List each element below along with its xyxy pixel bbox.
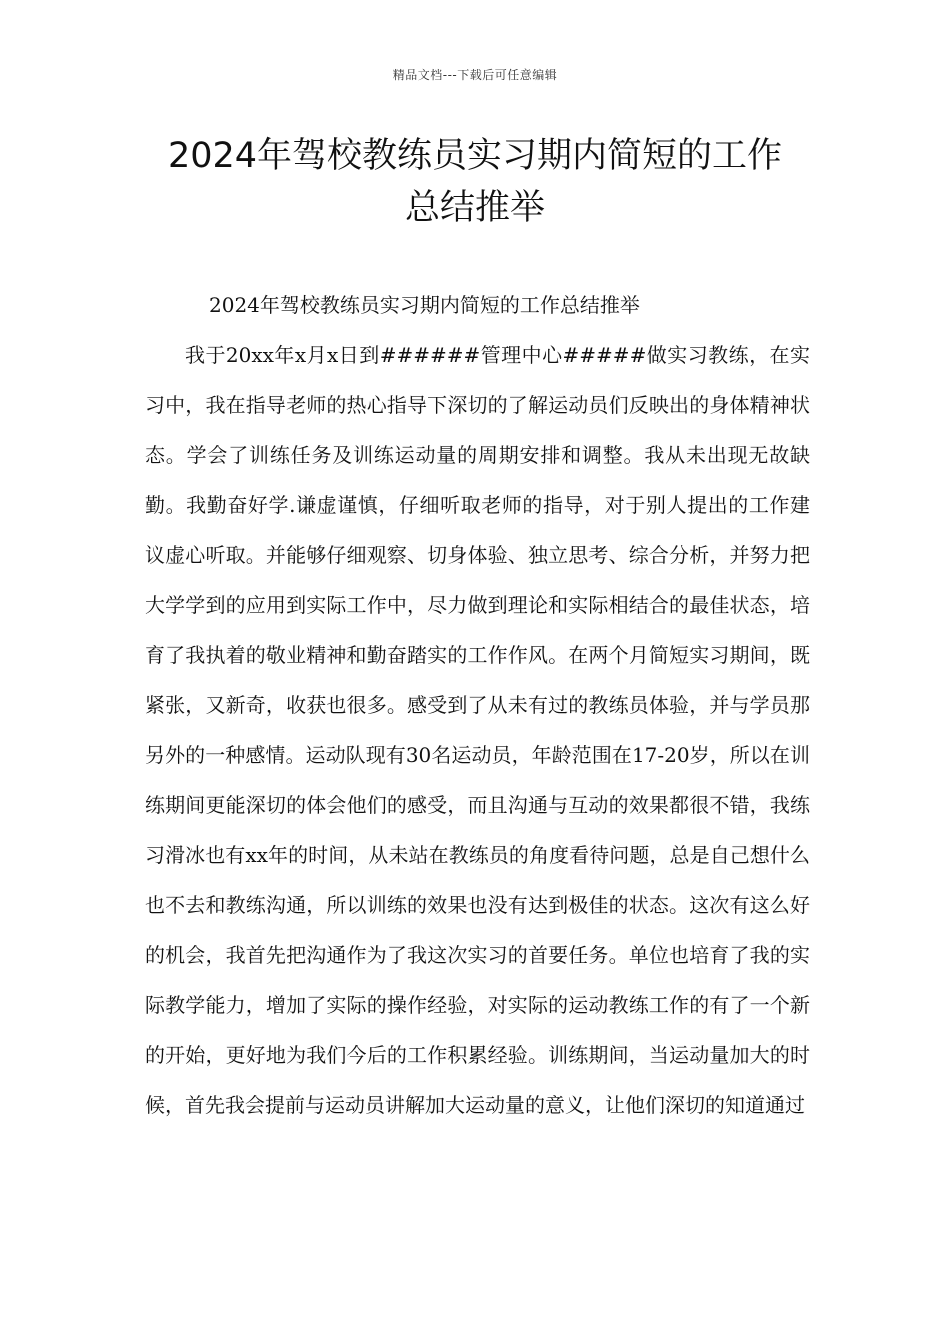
page-header: 精品文档---下载后可任意编辑 — [392, 68, 558, 82]
title-line-1: 2024年驾校教练员实习期内简短的工作 — [167, 136, 783, 176]
document-subtitle: 2024年驾校教练员实习期内简短的工作总结推举 — [209, 293, 640, 317]
document-body — [145, 280, 810, 1130]
body-paragraph: 我于20xx年x月x日到######管理中心#####做实习教练，在实习中，我在指导老师的热心指导下深切的了解运动员们反映出的身体精神状态。学会了训练任务及训练运动量的周期安排和调整。我从未出现无故缺勤。我勤奋好学.谦虚谨慎，仔细听取老师的指导，对于别人提出的工作建议虚心听取。并能够仔细观察、切身体验、独立思考、综合分析，并努力把大学学到的应用到实际工作中，尽力做到理论和实际相结合的最佳状态，培育了我执着的敬业精神和勤奋踏实的工作作风。在两个月简短实习期间，既紧张，又新奇，收获也很多。感受到了从未有过的教练员体验，并与学员那另外的一种感情。运动队现有30名运动员，年龄范围在17-20岁，所以在训练期间更能深切的体会他们的感受，而且沟通与互动的效果都很不错，我练习滑冰也有xx年的时间，从未站在教练员的角度看待问题，总是自己想什么也不去和教练沟通，所以训练的效果也没有达到极佳的状态。这次有这么好的机会，我首先把沟通作为了我这次实习的首要任务。单位也培育了我的实际教学能力，增加了实际的操作经验，对实际的运动教练工作的有了一个新的开始，更好地为我们今后的工作积累经验。训练期间，当运动量加大的时候，首先我会提前与运动员讲解加大运动量的意义，让他们深切的知道通过 — [145, 343, 810, 1117]
document-title — [100, 130, 850, 234]
title-line-2: 总结推举 — [404, 188, 545, 228]
